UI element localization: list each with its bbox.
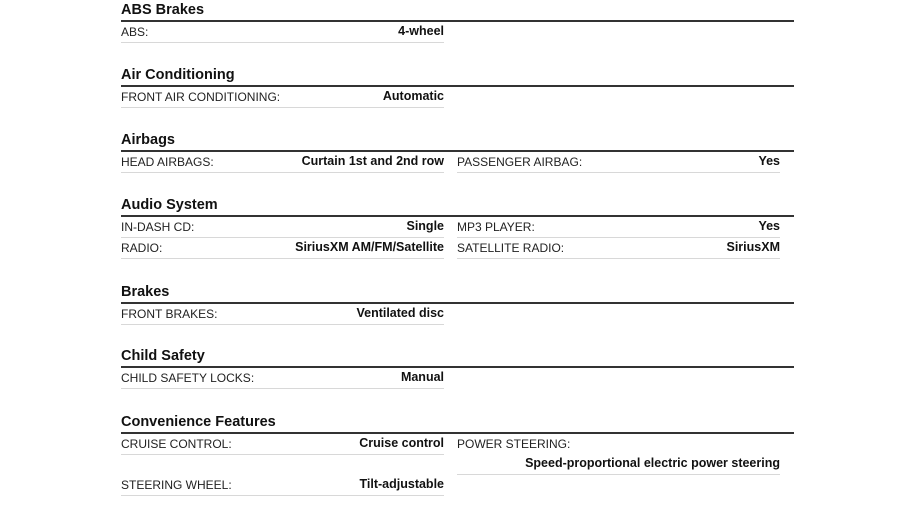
section-brakes	[121, 283, 794, 321]
section-title: Child Safety	[121, 348, 205, 364]
spec-value: SiriusXM AM/FM/Satellite	[295, 240, 444, 254]
spec-row	[121, 475, 444, 496]
spec-value: Manual	[400, 370, 444, 384]
section-title: Brakes	[121, 284, 170, 300]
spec-label: PASSENGER AIRBAG:	[457, 155, 583, 169]
spec-row	[457, 238, 780, 259]
spec-row	[121, 368, 444, 389]
spec-row	[121, 304, 444, 325]
spec-value: Curtain 1st and 2nd row	[301, 154, 444, 168]
section-convenience-features	[121, 413, 794, 492]
section-title: Airbags	[121, 132, 175, 148]
section-title: Audio System	[121, 197, 218, 213]
spec-label: CHILD SAFETY LOCKS:	[121, 371, 255, 385]
spec-label: CRUISE CONTROL:	[121, 437, 232, 451]
section-abs-brakes	[121, 1, 794, 39]
spec-row	[121, 87, 444, 108]
spec-label: FRONT BRAKES:	[121, 307, 218, 321]
spec-label: RADIO:	[121, 241, 163, 255]
spec-label: FRONT AIR CONDITIONING:	[121, 90, 281, 104]
spec-label: MP3 PLAYER:	[457, 220, 535, 234]
section-title: Air Conditioning	[121, 67, 235, 83]
spec-label: IN-DASH CD:	[121, 220, 195, 234]
spec-value: 4-wheel	[398, 24, 444, 38]
spec-label: SATELLITE RADIO:	[457, 241, 565, 255]
spec-value: SiriusXM	[726, 240, 780, 254]
spec-row	[121, 22, 444, 43]
section-audio-system	[121, 196, 794, 255]
spec-row	[121, 152, 444, 173]
spec-label: HEAD AIRBAGS:	[121, 155, 214, 169]
spec-value: Automatic	[382, 89, 444, 103]
spec-row	[457, 434, 780, 475]
spec-value: Tilt-adjustable	[359, 477, 444, 491]
spec-label: ABS:	[121, 25, 149, 39]
spec-value: Speed-proportional electric power steering	[525, 456, 780, 470]
spec-row	[457, 217, 780, 238]
spec-value: Ventilated disc	[356, 306, 444, 320]
spec-value: Yes	[758, 219, 780, 233]
section-title: Convenience Features	[121, 414, 276, 430]
spec-value: Yes	[758, 154, 780, 168]
spec-row	[121, 217, 444, 238]
section-airbags	[121, 131, 794, 169]
section-air-conditioning	[121, 66, 794, 104]
spec-label: STEERING WHEEL:	[121, 478, 232, 492]
spec-row	[121, 434, 444, 455]
spec-row	[457, 152, 780, 173]
section-child-safety	[121, 347, 794, 385]
spec-row	[121, 238, 444, 259]
spec-value: Cruise control	[359, 436, 444, 450]
spec-value: Single	[406, 219, 444, 233]
section-title: ABS Brakes	[121, 2, 205, 18]
spec-label: POWER STEERING:	[457, 437, 571, 451]
